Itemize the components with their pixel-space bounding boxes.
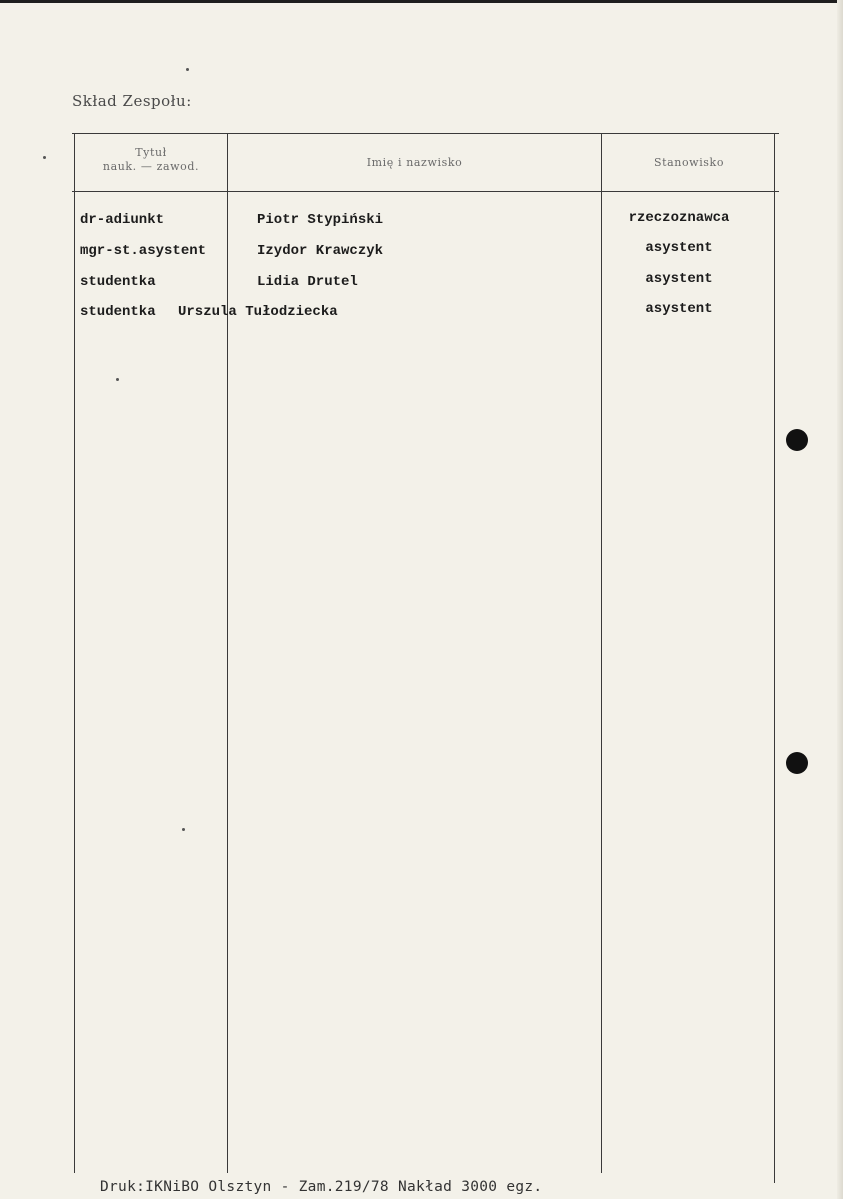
table-header-border [72,191,779,192]
header-title-line1: Tytuł [135,146,167,159]
row-name: Izydor Krawczyk [257,243,384,259]
binder-hole-icon [786,429,808,451]
table-divider-2 [601,133,602,1173]
row-name: Urszula Tułodziecka [178,304,338,320]
table-right-border [774,133,775,1183]
row-position: asystent [645,240,713,256]
row-name: Piotr Stypiński [257,212,384,228]
table-divider-1 [227,133,228,1173]
row-title: studentka [80,274,156,290]
table-left-border [74,133,75,1173]
header-title-line2: nauk. — zawod. [102,160,200,173]
paper-speck [182,828,185,831]
page-top-edge [0,0,843,3]
header-name: Imię i nazwisko [366,156,463,169]
print-footer: Druk:IKNiBO Olsztyn - Zam.219/78 Nakład 3000 egz. [100,1179,543,1195]
table-top-border [72,133,779,134]
binder-hole-icon [786,752,808,774]
row-position: asystent [645,301,713,317]
row-position: rzeczoznawca [628,210,730,226]
row-title: studentka [80,304,156,320]
document-title: Skład Zespołu: [72,92,192,110]
row-position: asystent [645,271,713,287]
row-name: Lidia Drutel [257,274,358,290]
row-title: dr-adiunkt [80,212,165,228]
paper-speck [186,68,189,71]
paper-speck [43,156,46,159]
header-title [76,146,226,174]
row-title: mgr-st.asystent [80,243,207,259]
header-position: Stanowisko [653,156,725,169]
paper-speck [116,378,119,381]
page-right-edge [837,0,843,1199]
